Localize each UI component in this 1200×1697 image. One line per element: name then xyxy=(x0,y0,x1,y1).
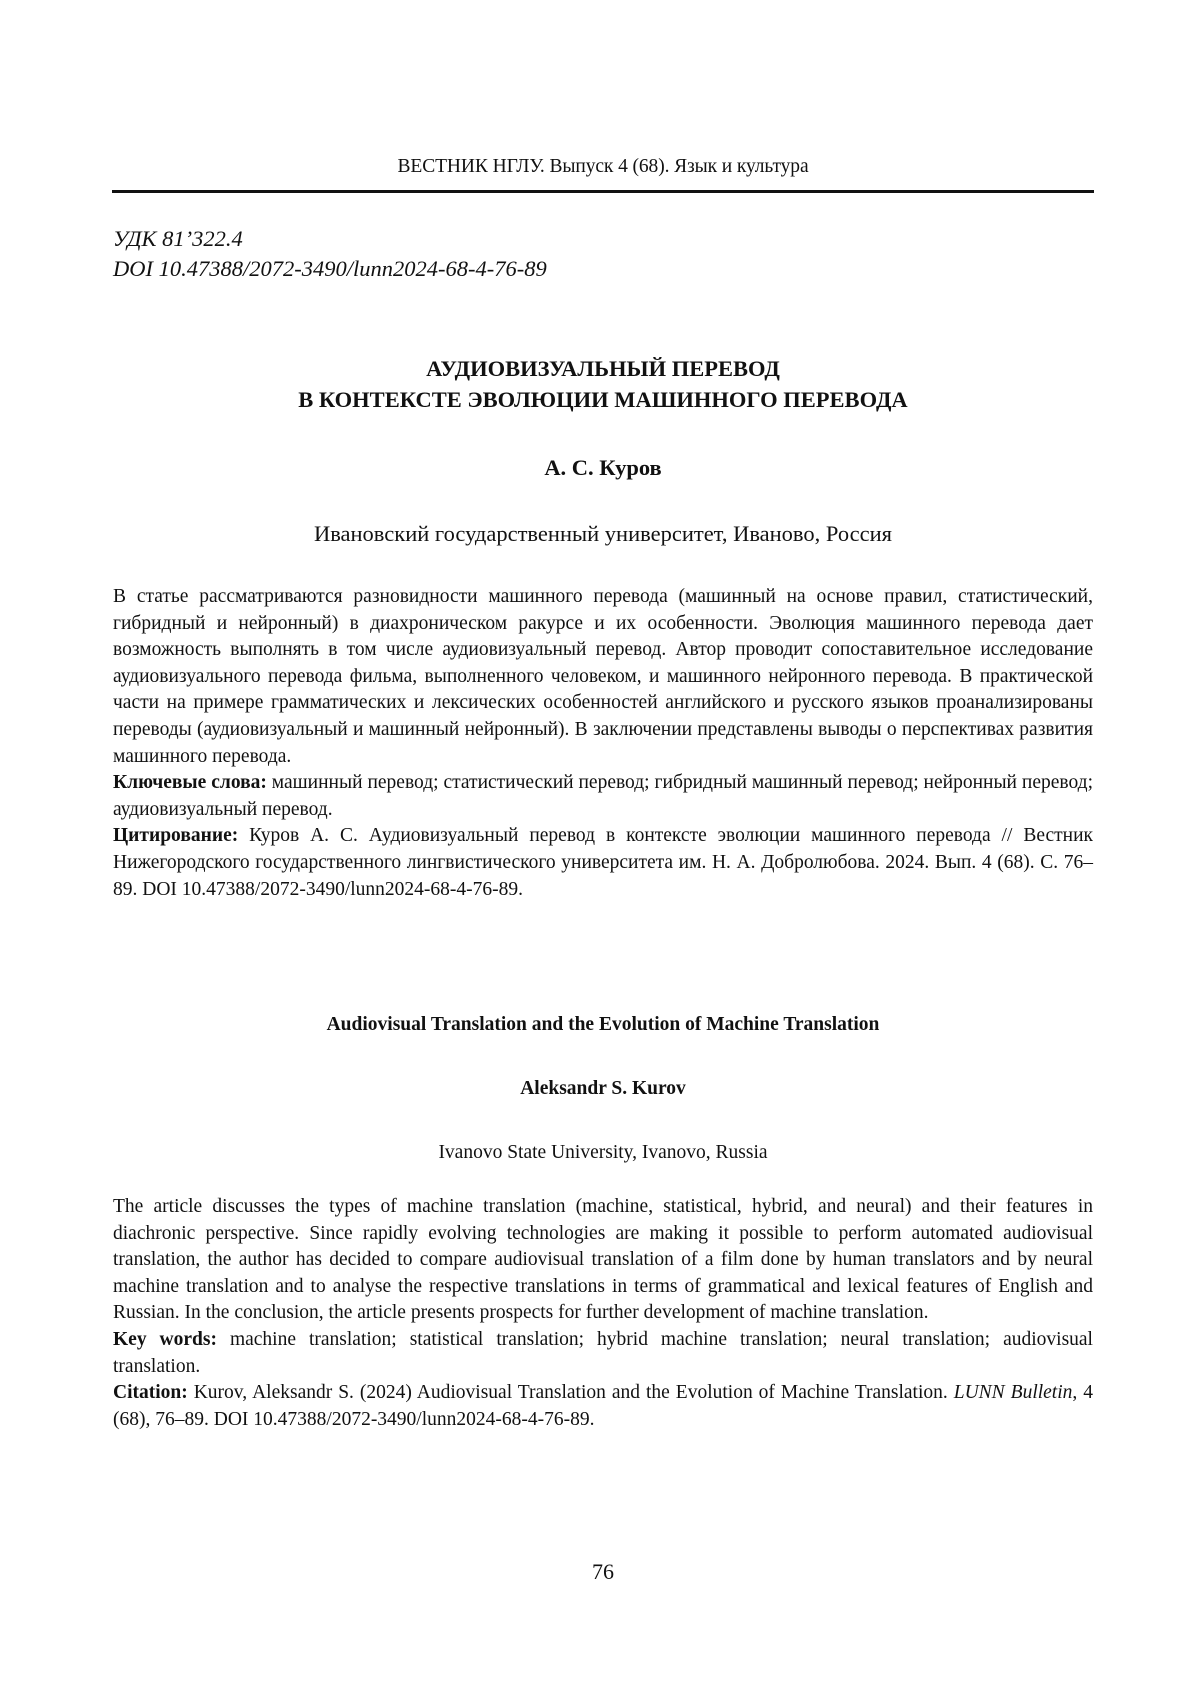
abstract-ru: В статье рассматриваются разновидности машинного перевода (машинный на основе правил, статистический, гибридный и нейронный) в диахроническом ракурсе и их особенности. Эволюция машинного перевода дает возможность выполнять в том числе аудиовизуальный перевод. Автор проводит сопоставительное исследование аудиовизуального перевода фильма, выполненного человеком, и машинного нейронного перевода. В практической части на примере грамматических и лексических особенностей английского и русского языков проанализированы переводы (аудиовизуальный и машинный нейронный). В заключении представлены выводы о перспективах развития машинного перевода. xyxy=(113,586,1093,767)
journal-name: LUNN Bulletin xyxy=(953,1382,1073,1404)
citation-label: Citation: xyxy=(113,1382,188,1404)
keywords-ru xyxy=(113,770,1093,823)
title-line: В КОНТЕКСТЕ ЭВОЛЮЦИИ МАШИННОГО ПЕРЕВОДА xyxy=(298,387,908,412)
keywords-text: machine translation; statistical translation; hybrid machine translation; neural translation; audiovisual translation. xyxy=(113,1328,1093,1377)
abstract-ru-section xyxy=(113,584,1093,903)
page-number: 76 xyxy=(592,1559,614,1584)
abstract-en: The article discusses the types of machine translation (machine, statistical, hybrid, and neural) and their features in diachronic perspective. Since rapidly evolving technologies are making it possible to perform automated audiovisual translation, the author has decided to compare audiovisual translation of a film done by human translators and by neural machine translation and to analyse the respective translations in terms of grammatical and lexical features of English and Russian. In the conclusion, the article presents prospects for further development of machine translation. xyxy=(113,1196,1093,1324)
author-ru: А. С. Куров xyxy=(544,455,662,480)
header-divider xyxy=(112,190,1094,193)
citation-text-tail: , 4 (68), 76–89. DOI 10.47388/2072-3490/lunn2024-68-4-76-89. xyxy=(113,1382,1094,1430)
keywords-label: Ключевые слова: xyxy=(113,772,267,794)
citation-text: Kurov, Aleksandr S. (2024) Audiovisual Translation and the Evolution of Machine Translation. xyxy=(187,1382,954,1404)
citation-label: Цитирование: xyxy=(113,825,239,847)
citation-ru xyxy=(113,823,1093,903)
abstract-en-section xyxy=(113,1194,1093,1433)
citation-en xyxy=(113,1380,1093,1433)
affiliation-ru: Ивановский государственный университет, Иваново, Россия xyxy=(313,521,893,546)
author-en: Aleksandr S. Kurov xyxy=(520,1078,686,1099)
affiliation-en: Ivanovo State University, Ivanovo, Russia xyxy=(438,1142,768,1163)
keywords-text: машинный перевод; статистический перевод; гибридный машинный перевод; нейронный перевод; аудиовизуальный перевод. xyxy=(113,772,1094,820)
keywords-en xyxy=(113,1327,1093,1380)
article-meta xyxy=(113,224,547,284)
doi: DOI 10.47388/2072-3490/lunn2024-68-4-76-89 xyxy=(113,256,547,281)
article-title-ru xyxy=(113,353,1093,415)
running-header: ВЕСТНИК НГЛУ. Выпуск 4 (68). Язык и культура xyxy=(397,156,809,177)
udc-code: УДК 81’322.4 xyxy=(113,226,243,251)
keywords-label: Key words: xyxy=(113,1328,217,1350)
article-title-en: Audiovisual Translation and the Evolution of Machine Translation xyxy=(326,1014,880,1035)
title-line: АУДИОВИЗУАЛЬНЫЙ ПЕРЕВОД xyxy=(426,356,780,381)
citation-text: Куров А. С. Аудиовизуальный перевод в контексте эволюции машинного перевода // Вестник Нижегородского государственного лингвистического университета им. Н. А. Добролюбова. 2024. Вып. 4 (68). С. 76–89. DOI 10.47388/2072-3490/lunn2024-68-4-76-89. xyxy=(113,825,1093,900)
